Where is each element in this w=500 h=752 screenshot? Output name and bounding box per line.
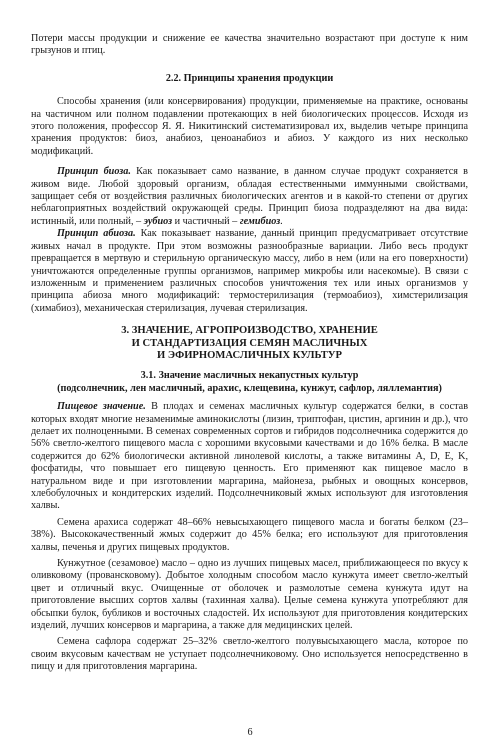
- abioz-text: Как показывает название, данный принцип предусматривает отсутствие живых начал в продукте. При этом возможны разнообразные вариации. Либо весь продукт превращается в мертвую и стерильную органическую массу, либо в нем (или на его поверхности) уничтожаются определенные группы организмов, например микробы или насекомые). В связи с изложенным и применением различных способов уничтожения тех или иных организмов у принципа абиоза много модификаций: термостерилизация (термоабиоз), химстерилизация (химабиоз), механическая стерилизация, лучевая стерилизация.: [31, 228, 468, 314]
- bioz-text: Как показывает само название, в данном случае продукт сохраняется в живом виде. Любой здоровый организм, обладая естественными иммунными свойствами, защищает себя от воздействия различных биологических агентов и в какой-то степени от других неблагоприятных воздействий окружающей среды. Принцип биоза подразделяют на два вида: истинный, или полный, –: [31, 166, 468, 227]
- section-3-1-heading: [31, 370, 468, 395]
- bioz-mid: и частичный –: [172, 215, 240, 227]
- section-3-1-heading-line: 3.1. Значение масличных некапустных культур: [140, 370, 359, 382]
- arachis-paragraph: Семена арахиса содержат 48–66% невысыхающего пищевого масла и богаты белком (23–38%). Высококачественный жмых содержит до 45% белка; его используют для приготовления халвы, печенья и других пищевых продуктов.: [31, 516, 468, 553]
- page-number: 6: [247, 727, 253, 738]
- bioz-term: Принцип биоза.: [57, 166, 131, 178]
- section-3-heading-line: И ЭФИРНОМАСЛИЧНЫХ КУЛЬТУР: [156, 349, 343, 361]
- section-3-heading: [31, 325, 468, 362]
- safflower-paragraph: Семена сафлора содержат 25–32% светло-желтого полувысыхающего масла, которое по своим вкусовым качествам не уступает подсолнечниковому. Оно используется непосредственно в пищу и для приготовления маргарина.: [31, 636, 468, 673]
- sesame-paragraph: Кунжутное (сезамовое) масло – одно из лучших пищевых масел, приближающееся по вкусу к оливковому (провансковому). Добытое холодным способом масло кунжута имеет светло-желтый цвет и отличный вкус. Очищенные от оболочек и размолотые семена кунжута идут на приготовление высших сортов халвы (тахинная халва). Целые семена кунжута употребляют для обсыпки булок, бубликов и восточных сладостей. Их используют для приготовления кондитерских изделий, лучших консервов и маргарина, а также для медицинских целей.: [31, 558, 468, 632]
- section-3-heading-line: И СТАНДАРТИЗАЦИЯ СЕМЯН МАСЛИЧНЫХ: [131, 337, 368, 349]
- intro-paragraph: Потери массы продукции и снижение ее качества значительно возрастают при доступе к ним грызунов и птиц.: [31, 33, 468, 57]
- food-value-paragraph: [31, 401, 468, 513]
- storage-methods-paragraph: Способы хранения (или консервирования) продукции, применяемые на практике, основаны на частичном или полном подавлении протекающих в ней биологических процессов. Исходя из этого положения, профессор Я. Я. Никитинский систематизировал их, выделив четыре принципа хранения продуктов: биоз, анабиоз, ценоанабиоз и абиоз. У каждого из них несколько модификаций.: [31, 96, 468, 157]
- section-3-heading-line: 3. ЗНАЧЕНИЕ, АГРОПРОИЗВОДСТВО, ХРАНЕНИЕ: [121, 325, 378, 337]
- section-2-2-heading: 2.2. Принципы хранения продукции: [165, 72, 334, 84]
- food-value-term: Пищевое значение.: [57, 401, 146, 413]
- bioz-end: .: [280, 215, 283, 227]
- bioz-paragraph: [31, 166, 468, 228]
- abioz-paragraph: [31, 228, 468, 315]
- eubioz-term: эубиоз: [143, 215, 173, 227]
- abioz-term: Принцип абиоза.: [57, 228, 136, 240]
- section-3-1-heading-line: (подсолнечник, лен масличный, арахис, клещевина, кунжут, сафлор, ляллемантия): [57, 382, 442, 394]
- food-value-text: В плодах и семенах масличных культур содержатся белки, в состав которых входят многие незаменимые аминокислоты (лизин, триптофан, цистин, аргинин и др.), что делает их полноценными. В семенах современных сортов и гибридов подсолнечника содержится до 56% светло-желтого пищевого масла с хорошими вкусовыми качествами и до 16% белка. В масле содержится до 62% биологически активной линолевой кислоты, а также витамины A, D, E, K, фосфатиды, что повышает его пищевую ценность. Его применяют как пищевое масло в натуральном виде и при изготовлении маргарина, майонеза, рыбных и овощных консервов, хлебобулочных и кондитерских изделий. Подсолнечниковый жмых используют для изготовления халвы.: [31, 401, 469, 512]
- hemibioz-term: гемибиоз: [239, 215, 281, 227]
